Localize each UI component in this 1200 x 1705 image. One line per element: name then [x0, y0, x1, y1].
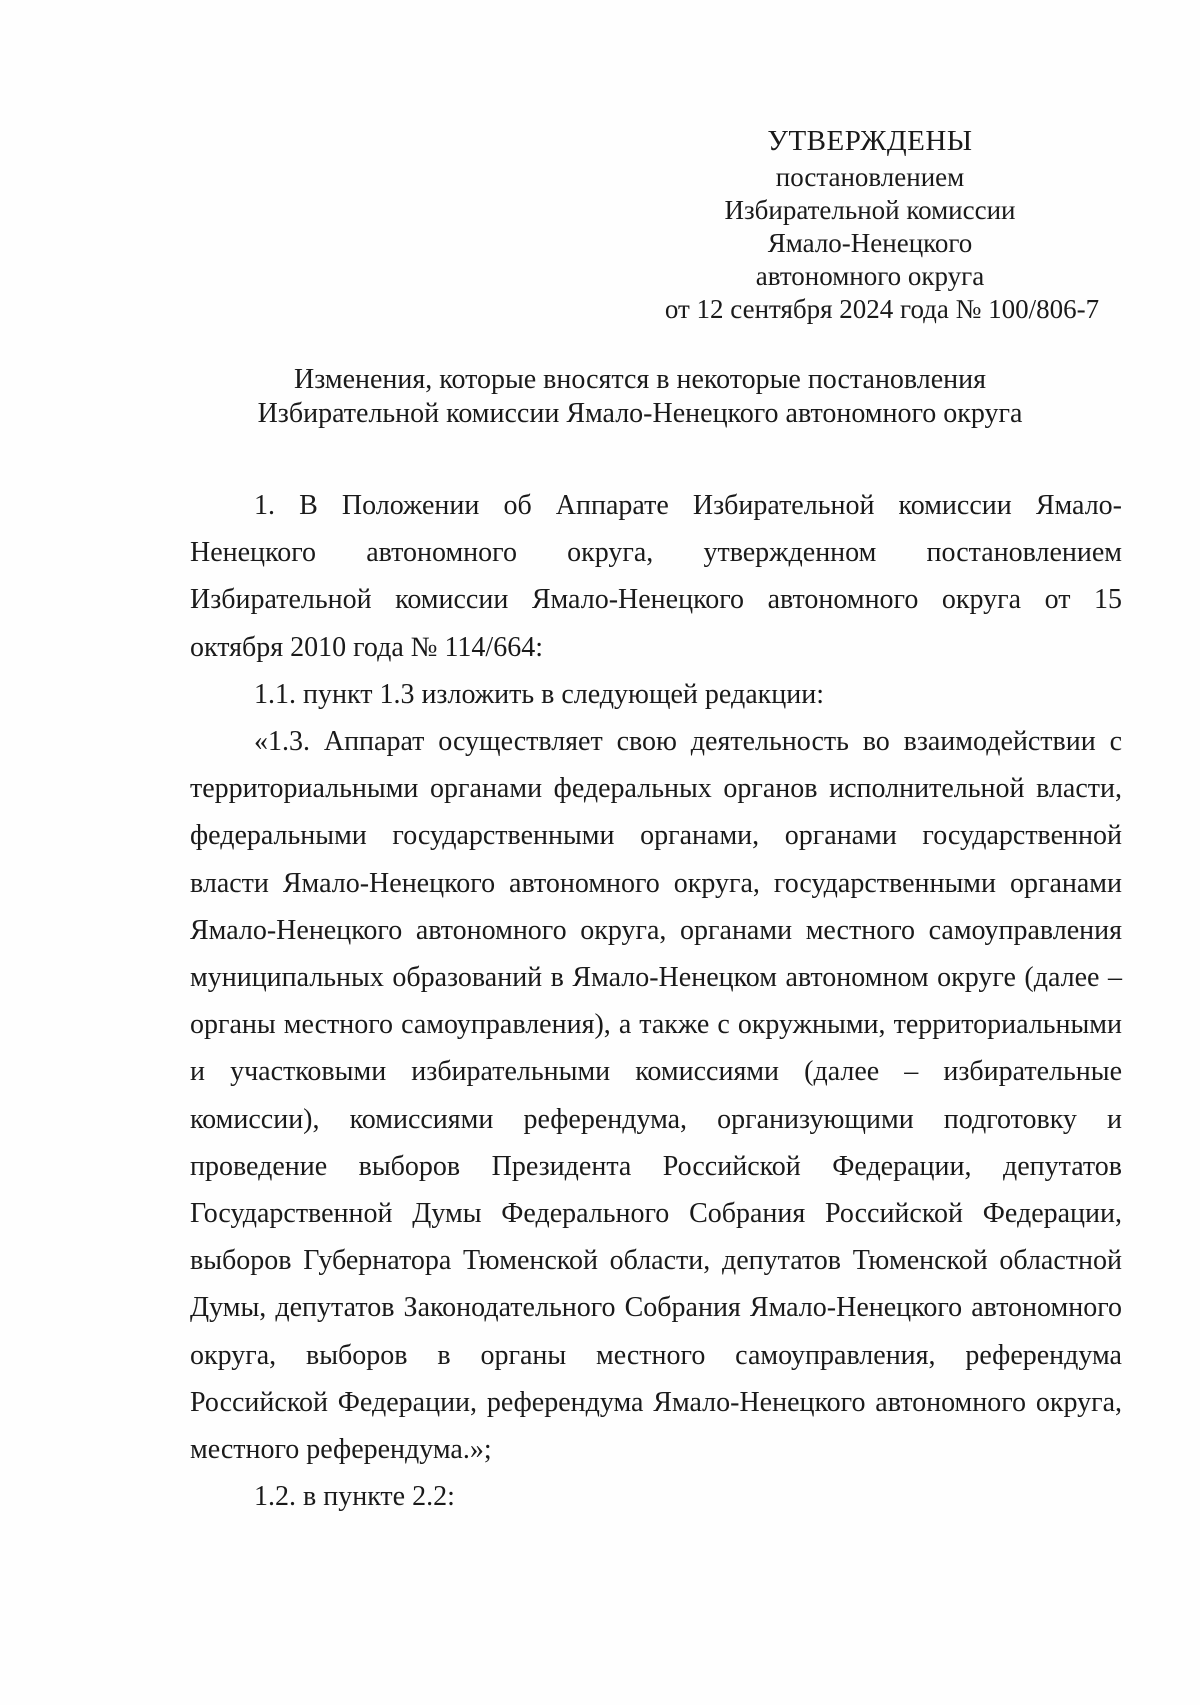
- approval-line: постановлением: [775, 162, 965, 192]
- approval-line: автономного округа: [755, 261, 985, 291]
- approval-block: [620, 125, 1120, 326]
- approval-date-number: от 12 сентября 2024 года № 100/806-7: [664, 294, 1100, 324]
- paragraph-1-1: 1.1. пункт 1.3 изложить в следующей редакции:: [254, 678, 824, 710]
- approval-line: Ямало-Ненецкого: [767, 228, 973, 258]
- document-title-line: Изменения, которые вносятся в некоторые постановления: [293, 364, 987, 395]
- paragraph-1: 1. В Положении об Аппарате Избирательной комиссии Ямало-Ненецкого автономного округа, утвержденном постановлением Избирательной комиссии Ямало-Ненецкого автономного округа от 15 октября 2010 года № 114/664:: [190, 490, 1122, 663]
- approval-line: Избирательной комиссии: [724, 195, 1016, 225]
- approval-heading: УТВЕРЖДЕНЫ: [767, 125, 973, 157]
- document-body: [190, 482, 1122, 1520]
- paragraph-1-3-text: «1.3. Аппарат осуществляет свою деятельность во взаимодействии с территориальными органами федеральных органов исполнительной власти, федеральными государственными органами, органами государственной власти Ямало-Ненецкого автономного округа, государственными органами Ямало-Ненецкого автономного округа, органами местного самоуправления муниципальных образований в Ямало-Ненецком автономном округе (далее – органы местного самоуправления), а также с окружными, территориальными и участковыми избирательными комиссиями (далее – избирательные комиссии), комиссиями референдума, организующими подготовку и проведение выборов Президента Российской Федерации, депутатов Государственной Думы Федерального Собрания Российской Федерации, выборов Губернатора Тюменской области, депутатов Тюменской областной Думы, депутатов Законодательного Собрания Ямало-Ненецкого автономного округа, выборов в органы местного самоуправления, референдума Российской Федерации, референдума Ямало-Ненецкого автономного округа, местного референдума.»;: [190, 726, 1122, 1466]
- paragraph-1-2: 1.2. в пункте 2.2:: [254, 1481, 455, 1513]
- document-title-line: Избирательной комиссии Ямало-Ненецкого автономного округа: [257, 398, 1023, 429]
- document-title: [200, 363, 1080, 431]
